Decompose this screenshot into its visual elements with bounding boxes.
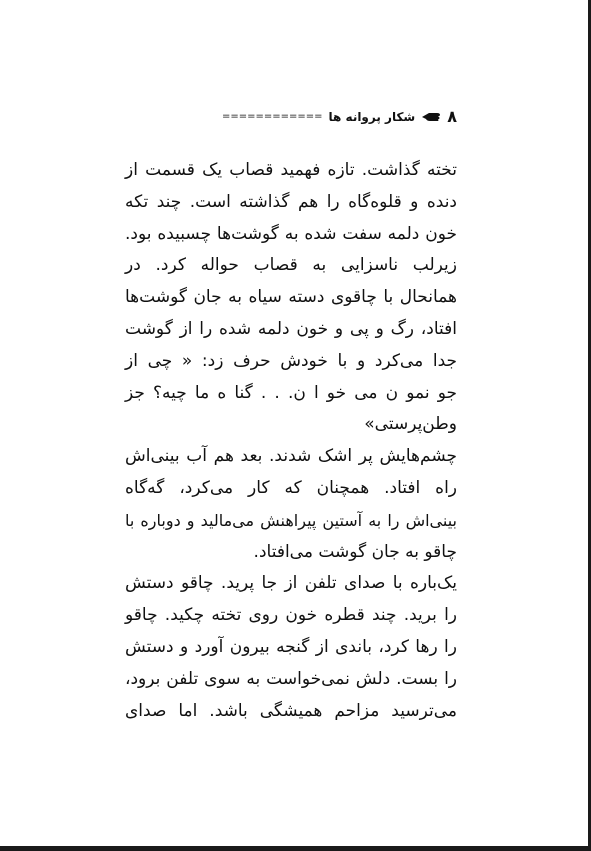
text-line: تخته گذاشت. تازه فهمید قصاب یک قسمت از [125, 160, 457, 180]
text-line: جو نمو ن می خو ا ن. . . گنا ه ما چیه؟ جز [125, 382, 457, 403]
page-number: ۸ [447, 107, 457, 126]
pointing-hand-icon [421, 111, 441, 123]
text-line: یک‌باره با صدای تلفن از جا پرید. چاقو دستش [125, 573, 457, 594]
text-line: جدا می‌کرد و با خودش حرف زد: « چی از [125, 350, 457, 371]
header-rule: ============ [221, 111, 323, 122]
text-line: را رها کرد، باندی از گنجه بیرون آورد و دستش [125, 636, 457, 657]
running-header [222, 108, 457, 126]
text-line: راه افتاد. همچنان که کار می‌کرد، گه‌گاه [125, 477, 457, 498]
text-line: وطن‌پرستی» [364, 414, 457, 435]
text-line: دنده و قلوه‌گاه را هم گذاشته است. چند تکه [125, 191, 457, 212]
text-line: زیرلب ناسزایی به قصاب حواله کرد. در [125, 255, 457, 276]
text-line: خون دلمه سفت شده به گوشت‌ها چسبیده بود. [125, 223, 457, 244]
text-line: چشم‌هایش پر اشک شدند. بعد هم آب بینی‌اش [125, 446, 457, 467]
text-line: افتاد، رگ و پی و خون دلمه شده را از گوشت [125, 318, 457, 339]
text-line: را برید. چند قطره خون روی تخته چکید. چاقو [125, 605, 457, 626]
text-line: بینی‌اش را به آستین پیراهنش می‌مالید و دوباره با [125, 510, 457, 530]
page-edge-bottom [0, 846, 591, 851]
book-title: شکار پروانه ها [328, 110, 416, 124]
text-line: چاقو به جان گوشت می‌افتاد. [253, 541, 457, 562]
text-line: می‌ترسید مزاحم همیشگی باشد. اما صدای [125, 700, 457, 721]
text-line: همانحال با چاقوی دسته سیاه به جان گوشت‌ها [125, 287, 457, 308]
text-line: را بست. دلش نمی‌خواست به سوی تلفن برود، [125, 668, 457, 689]
body-text [125, 155, 457, 727]
